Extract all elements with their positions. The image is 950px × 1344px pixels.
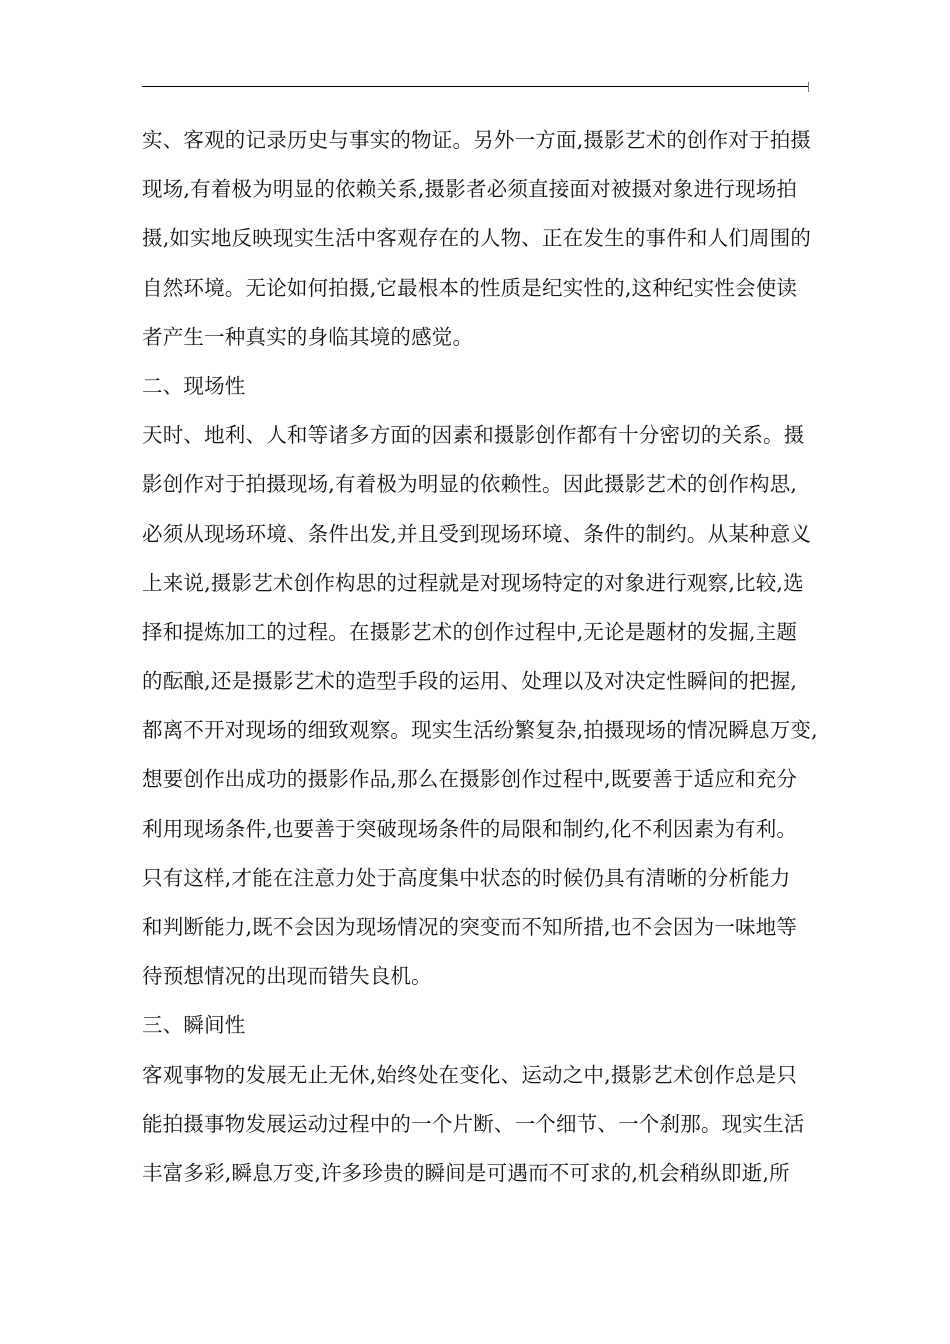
text-line: 天时、地利、人和等诸多方面的因素和摄影创作都有十分密切的关系。摄 bbox=[142, 423, 805, 448]
text-line: 实、客观的记录历史与事实的物证。另外一方面,摄影艺术的创作对于拍摄 bbox=[142, 128, 812, 152]
text-line: 自然环境。无论如何拍摄,它最根本的性质是纪实性的,这种纪实性会使读 bbox=[142, 275, 798, 300]
text-line: 能拍摄事物发展运动过程中的一个片断、一个细节、一个刹那。现实生活 bbox=[142, 1111, 805, 1136]
header-rule bbox=[142, 86, 808, 87]
text-line: 利用现场条件,也要善于突破现场条件的局限和制约,化不利因素为有利。 bbox=[142, 816, 798, 841]
text-line: 择和提炼加工的过程。在摄影艺术的创作过程中,无论是题材的发掘,主题 bbox=[142, 619, 798, 644]
text-line: 想要创作出成功的摄影作品,那么在摄影创作过程中,既要善于适应和充分 bbox=[142, 767, 798, 792]
text-line: 上来说,摄影艺术创作构思的过程就是对现场特定的对象进行观察,比较,选 bbox=[142, 570, 804, 595]
text-line: 都离不开对现场的细致观察。现实生活纷繁复杂,拍摄现场的情况瞬息万变, bbox=[142, 718, 818, 743]
section-heading: 二、现场性 bbox=[142, 373, 246, 398]
text-line: 和判断能力,既不会因为现场情况的突变而不知所措,也不会因为一味地等 bbox=[142, 915, 798, 939]
text-line: 客观事物的发展无止无休,始终处在变化、运动之中,摄影艺术创作总是只 bbox=[142, 1062, 798, 1087]
section-heading: 三、瞬间性 bbox=[142, 1013, 246, 1038]
header-rule-end-mark bbox=[808, 82, 809, 92]
text-line: 只有这样,才能在注意力处于高度集中状态的时候仍具有清晰的分析能力 bbox=[142, 865, 791, 890]
text-line: 待预想情况的出现而错失良机。 bbox=[142, 964, 432, 989]
text-line: 必须从现场环境、条件出发,并且受到现场环境、条件的制约。从某种意义 bbox=[142, 521, 812, 546]
text-line: 丰富多彩,瞬息万变,许多珍贵的瞬间是可遇而不可求的,机会稍纵即逝,所 bbox=[142, 1160, 790, 1185]
document-body bbox=[142, 116, 822, 1198]
text-line: 的酝酿,还是摄影艺术的造型手段的运用、处理以及对决定性瞬间的把握, bbox=[142, 669, 798, 694]
text-line: 者产生一种真实的身临其境的感觉。 bbox=[142, 324, 474, 349]
text-line: 摄,如实地反映现实生活中客观存在的人物、正在发生的事件和人们周围的 bbox=[142, 226, 812, 251]
text-line: 现场,有着极为明显的依赖关系,摄影者必须直接面对被摄对象进行现场拍 bbox=[142, 177, 798, 202]
text-line: 影创作对于拍摄现场,有着极为明显的依赖性。因此摄影艺术的创作构思, bbox=[142, 472, 798, 497]
